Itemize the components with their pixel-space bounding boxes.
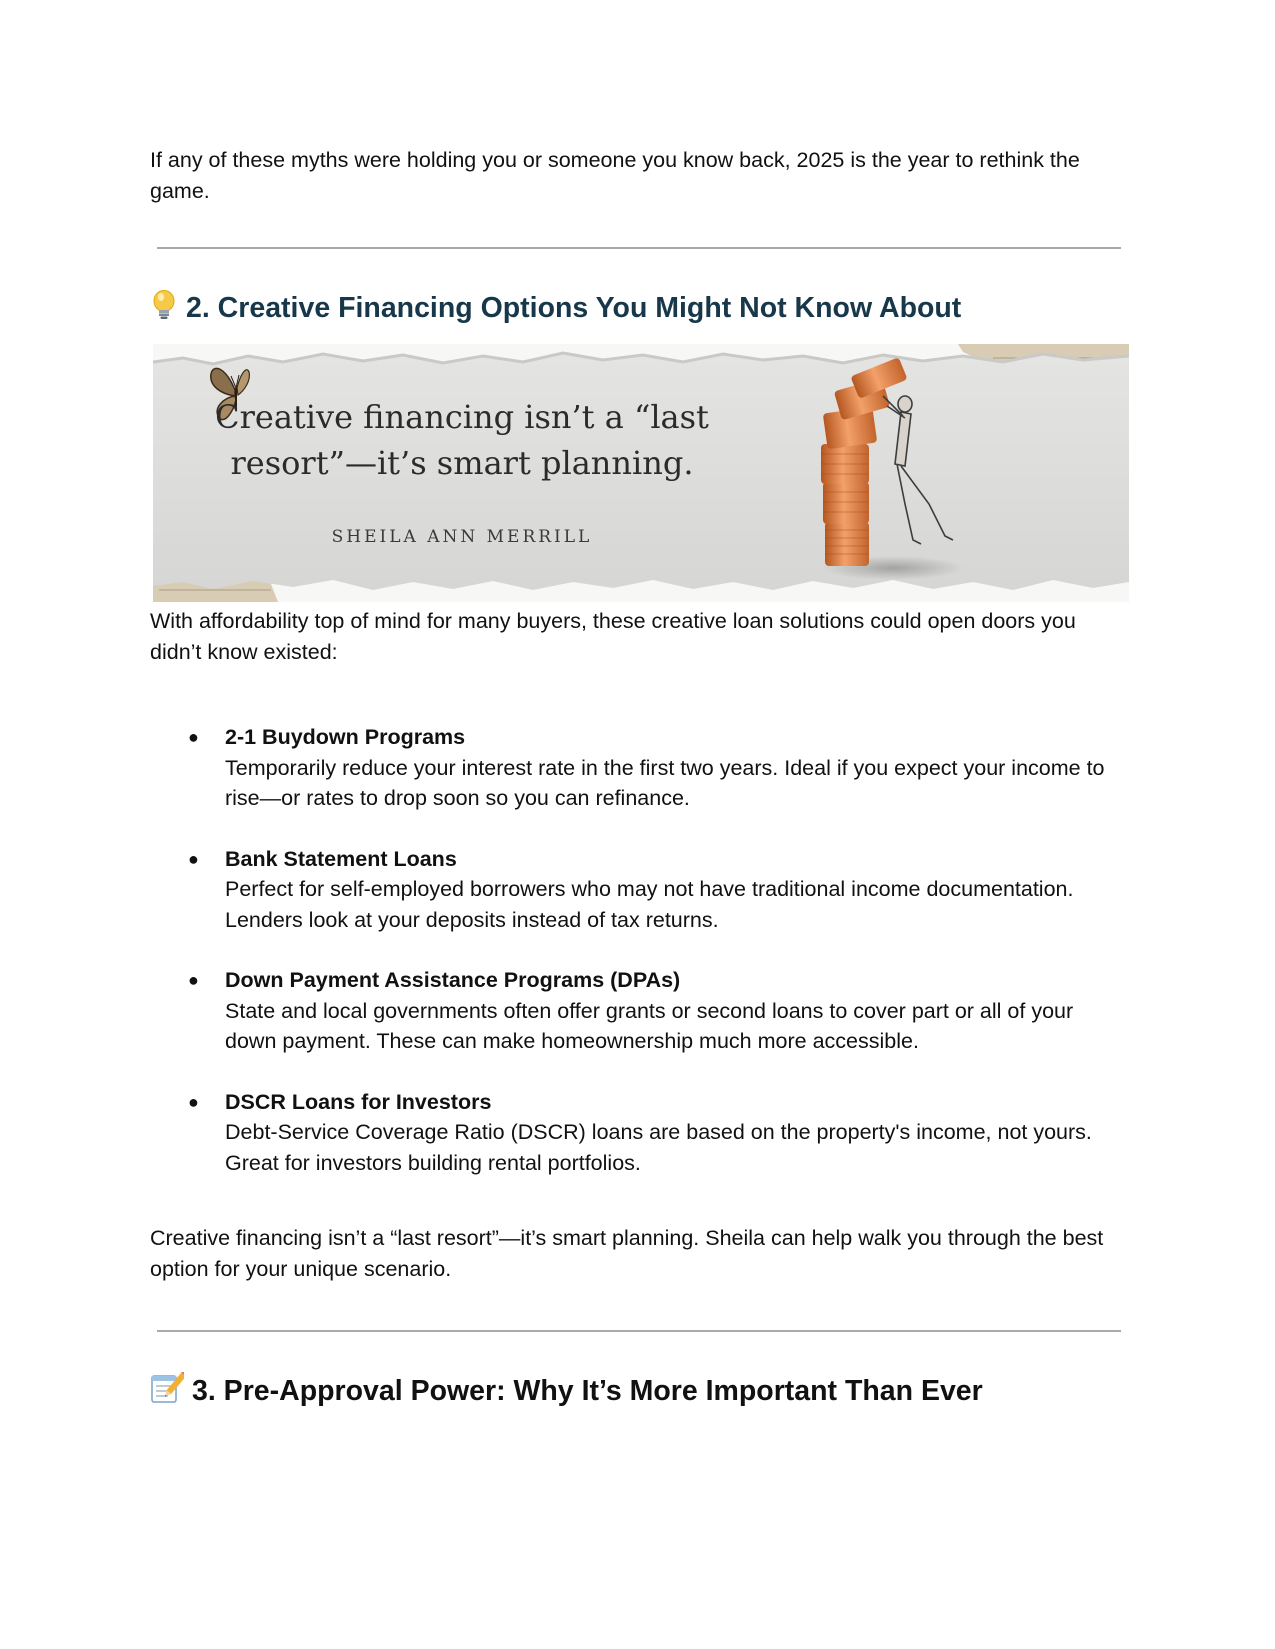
section-divider [157, 1330, 1121, 1332]
intro-paragraph: If any of these myths were holding you or someone you know back, 2025 is the year to rethink the game. [150, 148, 1080, 203]
bullet-icon: ● [188, 970, 199, 990]
section-2-heading-text: 2. Creative Financing Options You Might Not Know About [186, 292, 962, 324]
section-2-lead: With affordability top of mind for many buyers, these creative loan solutions could open doors you didn’t know existed: [150, 609, 1076, 664]
list-item [150, 1087, 1130, 1179]
list-item [150, 844, 1130, 936]
list-item-description: Perfect for self-employed borrowers who may not have traditional income documentation. Lenders look at your deposits instead of tax returns. [225, 877, 1074, 932]
section-2-closing: Creative financing isn’t a “last resort”—it’s smart planning. Sheila can help walk you through the best option for your unique scenario. [150, 1226, 1104, 1281]
list-item-title: DSCR Loans for Investors [225, 1089, 492, 1114]
list-item-title: 2-1 Buydown Programs [225, 725, 466, 749]
bullet-icon: ● [188, 848, 199, 869]
list-item [150, 722, 1130, 814]
banner-quote-line-2: resort”—it’s smart planning. [230, 444, 694, 482]
list-item [150, 965, 1130, 1057]
list-item-description: Temporarily reduce your interest rate in the first two years. Ideal if you expect your income to rise—or rates to drop soon so you can refinance. [225, 755, 1105, 810]
bullet-icon: ● [188, 1091, 199, 1112]
list-item-title: Down Payment Assistance Programs (DPAs) [225, 968, 681, 992]
section-2-heading [150, 289, 961, 326]
list-item-description: Debt-Service Coverage Ratio (DSCR) loans are based on the property's income, not yours. Great for investors building rental portfolios. [225, 1120, 1092, 1175]
quote-banner-image [153, 344, 1129, 602]
financing-options-list [150, 722, 1130, 1208]
list-item-description: State and local governments often offer grants or second loans to cover part or all of your down payment. These can make homeownership much more accessible. [225, 998, 1074, 1053]
section-divider [157, 247, 1121, 249]
bullet-icon: ● [188, 727, 199, 747]
memo-pencil-icon [150, 1372, 184, 1404]
section-3-heading-text: 3. Pre-Approval Power: Why It’s More Important Than Ever [192, 1375, 983, 1407]
light-bulb-icon [150, 289, 178, 321]
list-item-title: Bank Statement Loans [225, 846, 457, 871]
section-3-heading [150, 1372, 983, 1409]
banner-quote-line-1: Creative financing isn’t a “last [215, 398, 709, 436]
banner-author: SHEILA ANN MERRILL [331, 527, 593, 547]
